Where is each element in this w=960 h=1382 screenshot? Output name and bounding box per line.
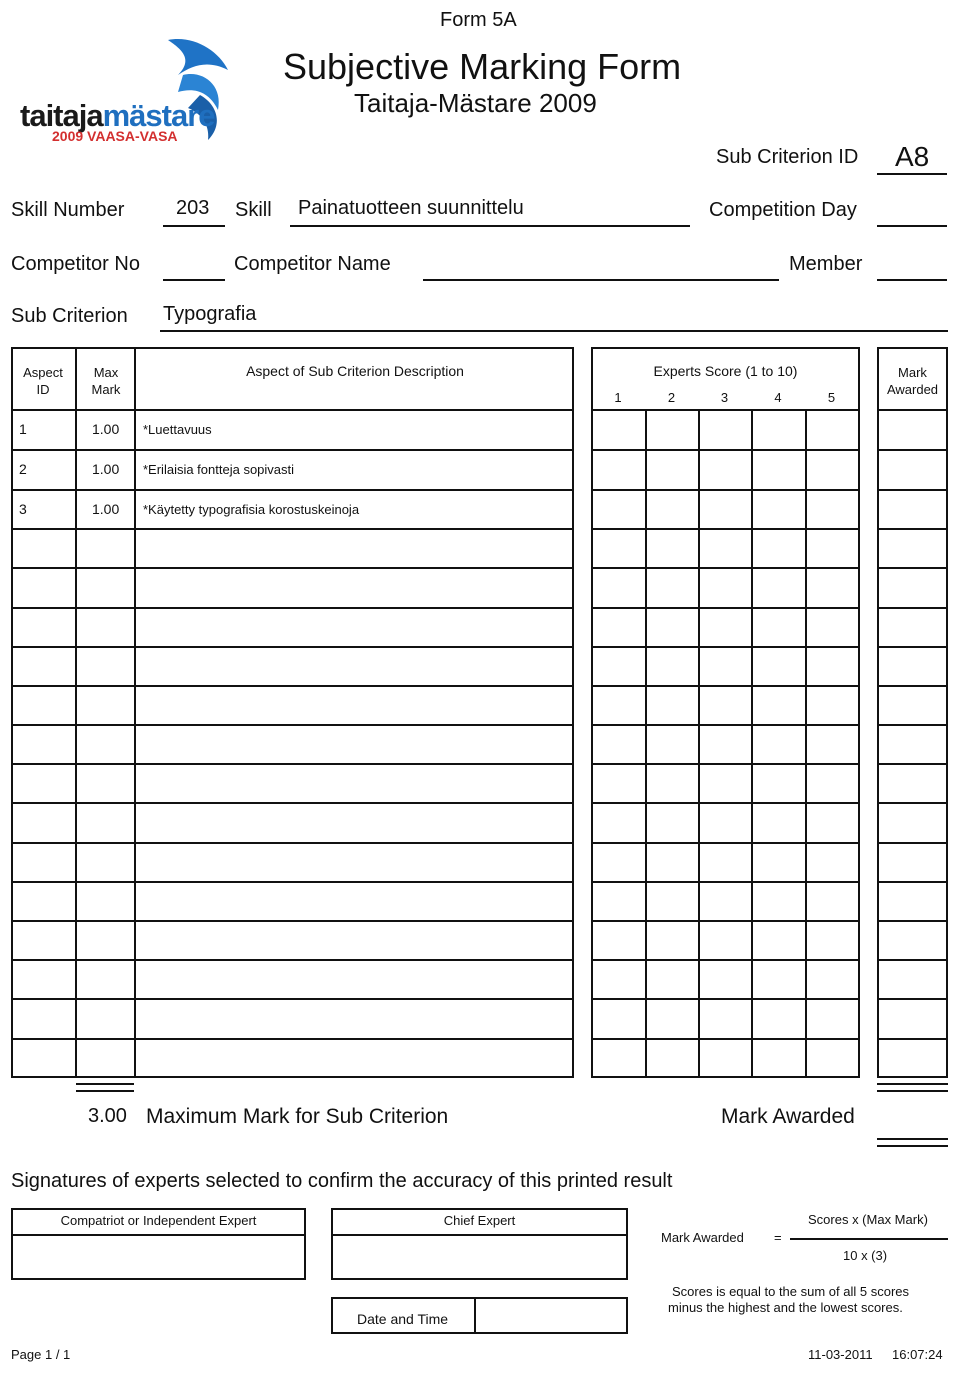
date-time-label: Date and Time [357, 1311, 449, 1327]
formula-numerator: Scores x (Max Mark) [808, 1212, 928, 1227]
expert-number-4: 4 [774, 390, 782, 405]
competition-day-field[interactable] [877, 225, 947, 227]
col-description-header: Aspect of Sub Criterion Description [246, 363, 464, 379]
sub-criterion-value: Typografia [163, 303, 257, 325]
sub-criterion-id-value: A8 [895, 141, 930, 172]
awarded-bottom-double-line [877, 1138, 948, 1147]
formula-note-1: Scores is equal to the sum of all 5 scores [672, 1284, 910, 1299]
expert-score-cell[interactable] [593, 411, 645, 449]
expert-number-3: 3 [720, 390, 729, 405]
aspects-table [11, 347, 574, 1078]
expert-score-cell[interactable] [807, 451, 858, 489]
page-title: Subjective Marking Form [283, 46, 682, 87]
formula-denominator: 10 x (3) [843, 1248, 888, 1263]
expert-score-cell[interactable] [593, 451, 645, 489]
expert-score-cell[interactable] [807, 491, 858, 528]
expert-score-cell[interactable] [753, 451, 805, 489]
row-description: *Luettavuus [143, 422, 212, 437]
logo-word-mastare: mästare [102, 98, 215, 133]
skill-number-underline [163, 225, 225, 227]
expert-score-cell[interactable] [700, 451, 751, 489]
page-number: Page 1 / 1 [11, 1347, 71, 1362]
row-aspect-id: 1 [19, 421, 27, 437]
expert-score-cell[interactable] [753, 411, 805, 449]
skill-number-value: 203 [176, 197, 210, 219]
row-aspect-id: 2 [19, 461, 27, 477]
signatures-heading: Signatures of experts selected to confirm the accuracy of this printed result [11, 1170, 673, 1192]
sub-criterion-id-underline [877, 173, 947, 175]
member-field[interactable] [877, 279, 947, 281]
formula-note-2: minus the highest and the lowest scores. [668, 1300, 903, 1315]
expert-number-1: 1 [614, 390, 622, 405]
expert-score-cell[interactable] [647, 451, 698, 489]
logo-tagline: 2009 VAASA-VASA [52, 128, 178, 144]
row-aspect-id: 3 [19, 501, 27, 517]
competitor-no-field[interactable] [163, 279, 225, 281]
col-mark-awarded-header: Mark Awarded [886, 365, 939, 397]
mark-awarded-cell[interactable] [879, 411, 946, 449]
mark-awarded-cell[interactable] [879, 491, 946, 528]
print-time: 16:07:24 [892, 1347, 943, 1362]
row-max-mark: 1.00 [92, 461, 120, 477]
competitor-name-field[interactable] [423, 279, 779, 281]
skill-value: Painatuotteen suunnittelu [298, 197, 524, 219]
competitor-name-label: Competitor Name [234, 253, 391, 275]
print-date: 11-03-2011 [808, 1347, 873, 1362]
mark-awarded-total-label: Mark Awarded [721, 1105, 855, 1128]
col-experts-header: Experts Score (1 to 10) [653, 363, 798, 379]
event-logo [18, 30, 248, 150]
row-description: *Käytetty typografisia korostuskeinoja [143, 502, 360, 517]
expert-number-2: 2 [667, 390, 676, 405]
col-max-mark-header: Max Mark [91, 365, 121, 397]
expert-score-cell[interactable] [753, 491, 805, 528]
form-number: Form 5A [440, 9, 517, 31]
sub-criterion-label: Sub Criterion [11, 305, 128, 327]
skill-number-label: Skill Number [11, 199, 125, 221]
sub-criterion-underline [160, 330, 948, 332]
row-max-mark: 1.00 [92, 501, 120, 517]
compatriot-label: Compatriot or Independent Expert [60, 1213, 257, 1228]
formula-fraction-bar [790, 1238, 948, 1240]
max-total-value: 3.00 [88, 1105, 127, 1127]
expert-score-cell[interactable] [647, 491, 698, 528]
competition-day-label: Competition Day [709, 199, 857, 221]
skill-underline [290, 225, 690, 227]
awarded-top-double-line [877, 1083, 948, 1092]
row-max-mark: 1.00 [92, 421, 120, 437]
expert-score-cell[interactable] [700, 491, 751, 528]
competitor-no-label: Competitor No [11, 253, 140, 275]
sub-criterion-id-label: Sub Criterion ID [716, 146, 859, 168]
mark-awarded-cell[interactable] [879, 451, 946, 489]
chief-label: Chief Expert [443, 1213, 516, 1228]
max-total-label: Maximum Mark for Sub Criterion [146, 1105, 449, 1128]
col-aspect-id-header: Aspect ID [23, 365, 63, 397]
expert-score-cell[interactable] [593, 491, 645, 528]
member-label: Member [789, 253, 863, 275]
row-description: *Erilaisia fontteja sopivasti [143, 462, 295, 477]
max-total-double-line [76, 1083, 134, 1092]
expert-number-5: 5 [827, 390, 836, 405]
page-subtitle: Taitaja-Mästare 2009 [354, 88, 597, 118]
skill-label: Skill [235, 199, 272, 221]
expert-score-cell[interactable] [700, 411, 751, 449]
expert-score-cell[interactable] [807, 411, 858, 449]
logo-word-taitaja: taitaja [20, 98, 103, 133]
expert-score-cell[interactable] [647, 411, 698, 449]
formula-lhs: Mark Awarded [661, 1230, 744, 1245]
formula-equals: = [774, 1230, 782, 1245]
